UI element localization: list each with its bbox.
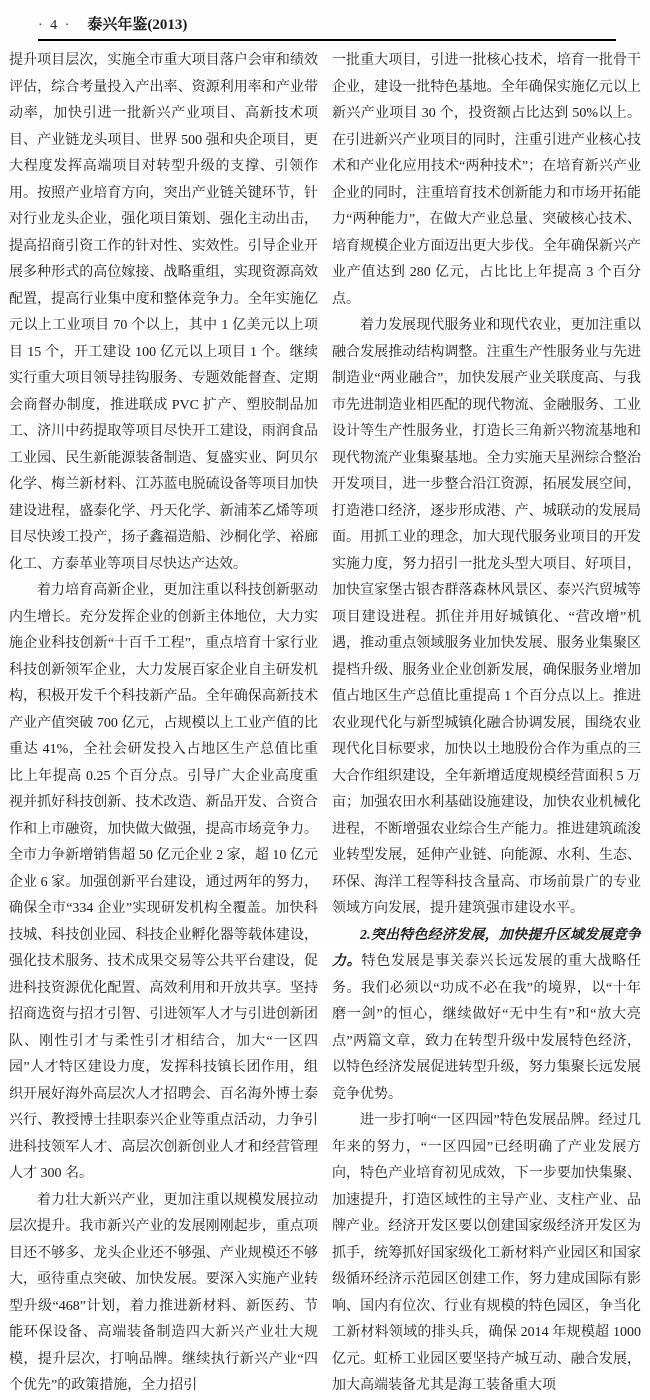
paragraph: 着力培育高新企业，更加注重以科技创新驱动内生增长。充分发挥企业的创新主体地位，大力实施企业科技创新“十百千工程”，重点培育十家行业科技创新领军企业，大力发展百家企业自主研发机构，积极开发千个科技新产品。全年确保高新技术产业产值突破 700 亿元，占规模以上工业产值的比重达 41%，全社会研发投入占地区生产总值比重比上年提高 0.25 个百分点。引导广大企业高度重视并抓好科技创新、技术改造、新品开发、合资合作和上市融资，加快做大做强，提高市场竞争力。全市力争新增销售超 50 亿元企业 2 家，超 10 亿元企业 6 家。加强创新平台建设，通过两年的努力，确保全市“334 企业”实现研发机构全覆盖。加快科技城、科技创业园、科技企业孵化器等载体建设，强化技术服务、技术成果交易等公共平台建设，促进科技资源优化配置、高效利用和开放共享。坚持招商选资与招才引智、引进领军人才与引进创新团队、刚性引才与柔性引才相结合，加大“一区四园”人才特区建设力度，发挥科技镇长团作用，组织开展好海外高层次人才招聘会、百名海外博士泰兴行、教授博士挂职泰兴企业等重点活动，力争引进科技领军人才、高层次创新创业人才和经营管理人才 300 名。 xyxy=(9,583,318,1181)
paragraph: 着力发展现代服务业和现代农业，更加注重以融合发展推动结构调整。注重生产性服务业与先进制造业“两业融合”，加快发展产业关联度高、与我市先进制造业相匹配的现代物流、金融服务、工业设计等生产性服务业，打造长三角新兴物流基地和现代物流产业集聚基地。全力实施天星洲综合整治开发项目，进一步整合沿江资源，拓展发展空间，打造港口经济，逐步形成港、产、城联动的发展局面。用抓工业的理念，加大现代服务业项目的开发实施力度，努力招引一批龙头型大项目、好项目，加快宣家堡古银杏群落森林风景区、泰兴汽贸城等项目建设进程。抓住并用好城镇化、“营改增”机遇，推动重点领域服务业加快发展、服务业集聚区提档升级、服务业企业创新发展，确保服务业增加值占地区生产总值比重提高 1 个百分点以上。推进农业现代化与新型城镇化融合协调发展，围绕农业现代化目标要求，加快以土地股份合作为重点的三大合作组织建设，全年新增适度规模经营面积 5 万亩；加强农田水利基础设施建设，加快农业机械化进程，不断增强农业综合生产能力。推进建筑疏浚业转型发展，延伸产业链、向能源、水利、生态、环保、海洋工程等科技含量高、市场前景广的专业领域方向发展，提升建筑强市建设水平。 xyxy=(332,318,641,916)
paragraph: 着力壮大新兴产业，更加注重以规模发展拉动层次提升。我市新兴产业的发展刚刚起步，重点项目还不够多、龙头企业还不够强、产业规模还不够大，亟待重点突破、加快发展。要深入实施产业转型升级“468”计划，着力推进新材料、新医药、节能环保设备、高端装备制造四大新兴产业壮大规模，提升层次，打响品牌。继续执行新兴产业“四个优先”的政策措施，全力招引 xyxy=(9,1192,318,1393)
paragraph: 进一步打响“一区四园”特色发展品牌。经过几年来的努力，“一区四园”已经明确了产业发展方向，特色产业培育初见成效，下一步要加快集聚、加速提升，打造区域性的主导产业、支柱产业、品牌产业。经济开发区要以创建国家级经济开发区为抓手，统筹抓好国家级化工新材料产业园区和国家级循环经济示范园区创建工作，努力建成国际有影响、国内有位次、行业有规模的特色园区，争当化工新材料领域的排头兵，确保 2014 年规模超 1000 亿元。虹桥工业园区要坚持产城互动、融合发展，加大高端装备尤其是海工装备重大项 xyxy=(332,1113,641,1393)
right-column xyxy=(332,48,641,1400)
subsection-heading: 2.突出特色经济发展，加快提升区域发展竞争力。 xyxy=(332,927,641,969)
paragraph: 2.突出特色经济发展，加快提升区域发展竞争力。特色发展是事关泰兴长远发展的重大战略任务。我们必须以“功成不必在我”的境界，以“十年磨一剑”的恒心，继续做好“无中生有”和“放大亮点”两篇文章，致力在转型升级中发展特色经济，以特色经济发展促进转型升级，努力集聚长远发展竞争优势。 xyxy=(332,927,641,1102)
left-column xyxy=(9,48,318,1400)
paragraph: 一批重大项目，引进一批核心技术，培育一批骨干企业，建设一批特色基地。全年确保实施亿元以上新兴产业项目 30 个，投资额占比达到 50%以上。在引进新兴产业项目的同时，注重引进产业核心技术和产业化应用技术“两种技术”；在培育新兴产业企业的同时，注重培育技术创新能力和市场开拓能力“两种能力”，在做大产业总量、突破核心技术、培育规模企业方面迈出更大步伐。全年确保新兴产业产值达到 280 亿元，占比比上年提高 3 个百分点。 xyxy=(332,53,641,307)
book-title: 泰兴年鉴(2013) xyxy=(87,17,188,33)
text-columns xyxy=(0,41,650,1400)
paragraph: 提升项目层次，实施全市重大项目落户会审和绩效评估，综合考量投入产出率、资源利用率和产业带动率，加快引进一批新兴产业项目、高新技术项目、产业链龙头项目、世界 500 强和央企项目，更大程度发挥高端项目对转型升级的支撑、引领作用。按照产业培育方向，突出产业链关键环节，针对行业龙头企业，强化项目策划、强化主动出击，提高招商引资工作的针对性、实效性。引导企业开展多种形式的高位嫁接、战略重组，实现资源高效配置，提高行业集中度和整体竞争力。全年实施亿元以上工业项目 70 个以上，其中 1 亿美元以上项目 15 个，开工建设 100 亿元以上项目 1 个。继续实行重大项目领导挂钩服务、专题效能督查、定期会商督办制度，推进联成 PVC 扩产、塑胶制品加工、济川中药提取等项目尽快开工建设，雨润食品工业园、民生新能源装备制造、复盛实业、阿贝尔化学、梅兰新材料、江苏蓝电脱硫设备等项目加快建设进程，盛泰化学、丹天化学、新浦苯乙烯等项目尽快竣工投产，扬子鑫福造船、沙桐化学、裕廊化工、方泰革业等项目尽快达产达效。 xyxy=(9,53,318,572)
page-header xyxy=(0,0,650,39)
page-number: · 4 · xyxy=(38,18,72,33)
